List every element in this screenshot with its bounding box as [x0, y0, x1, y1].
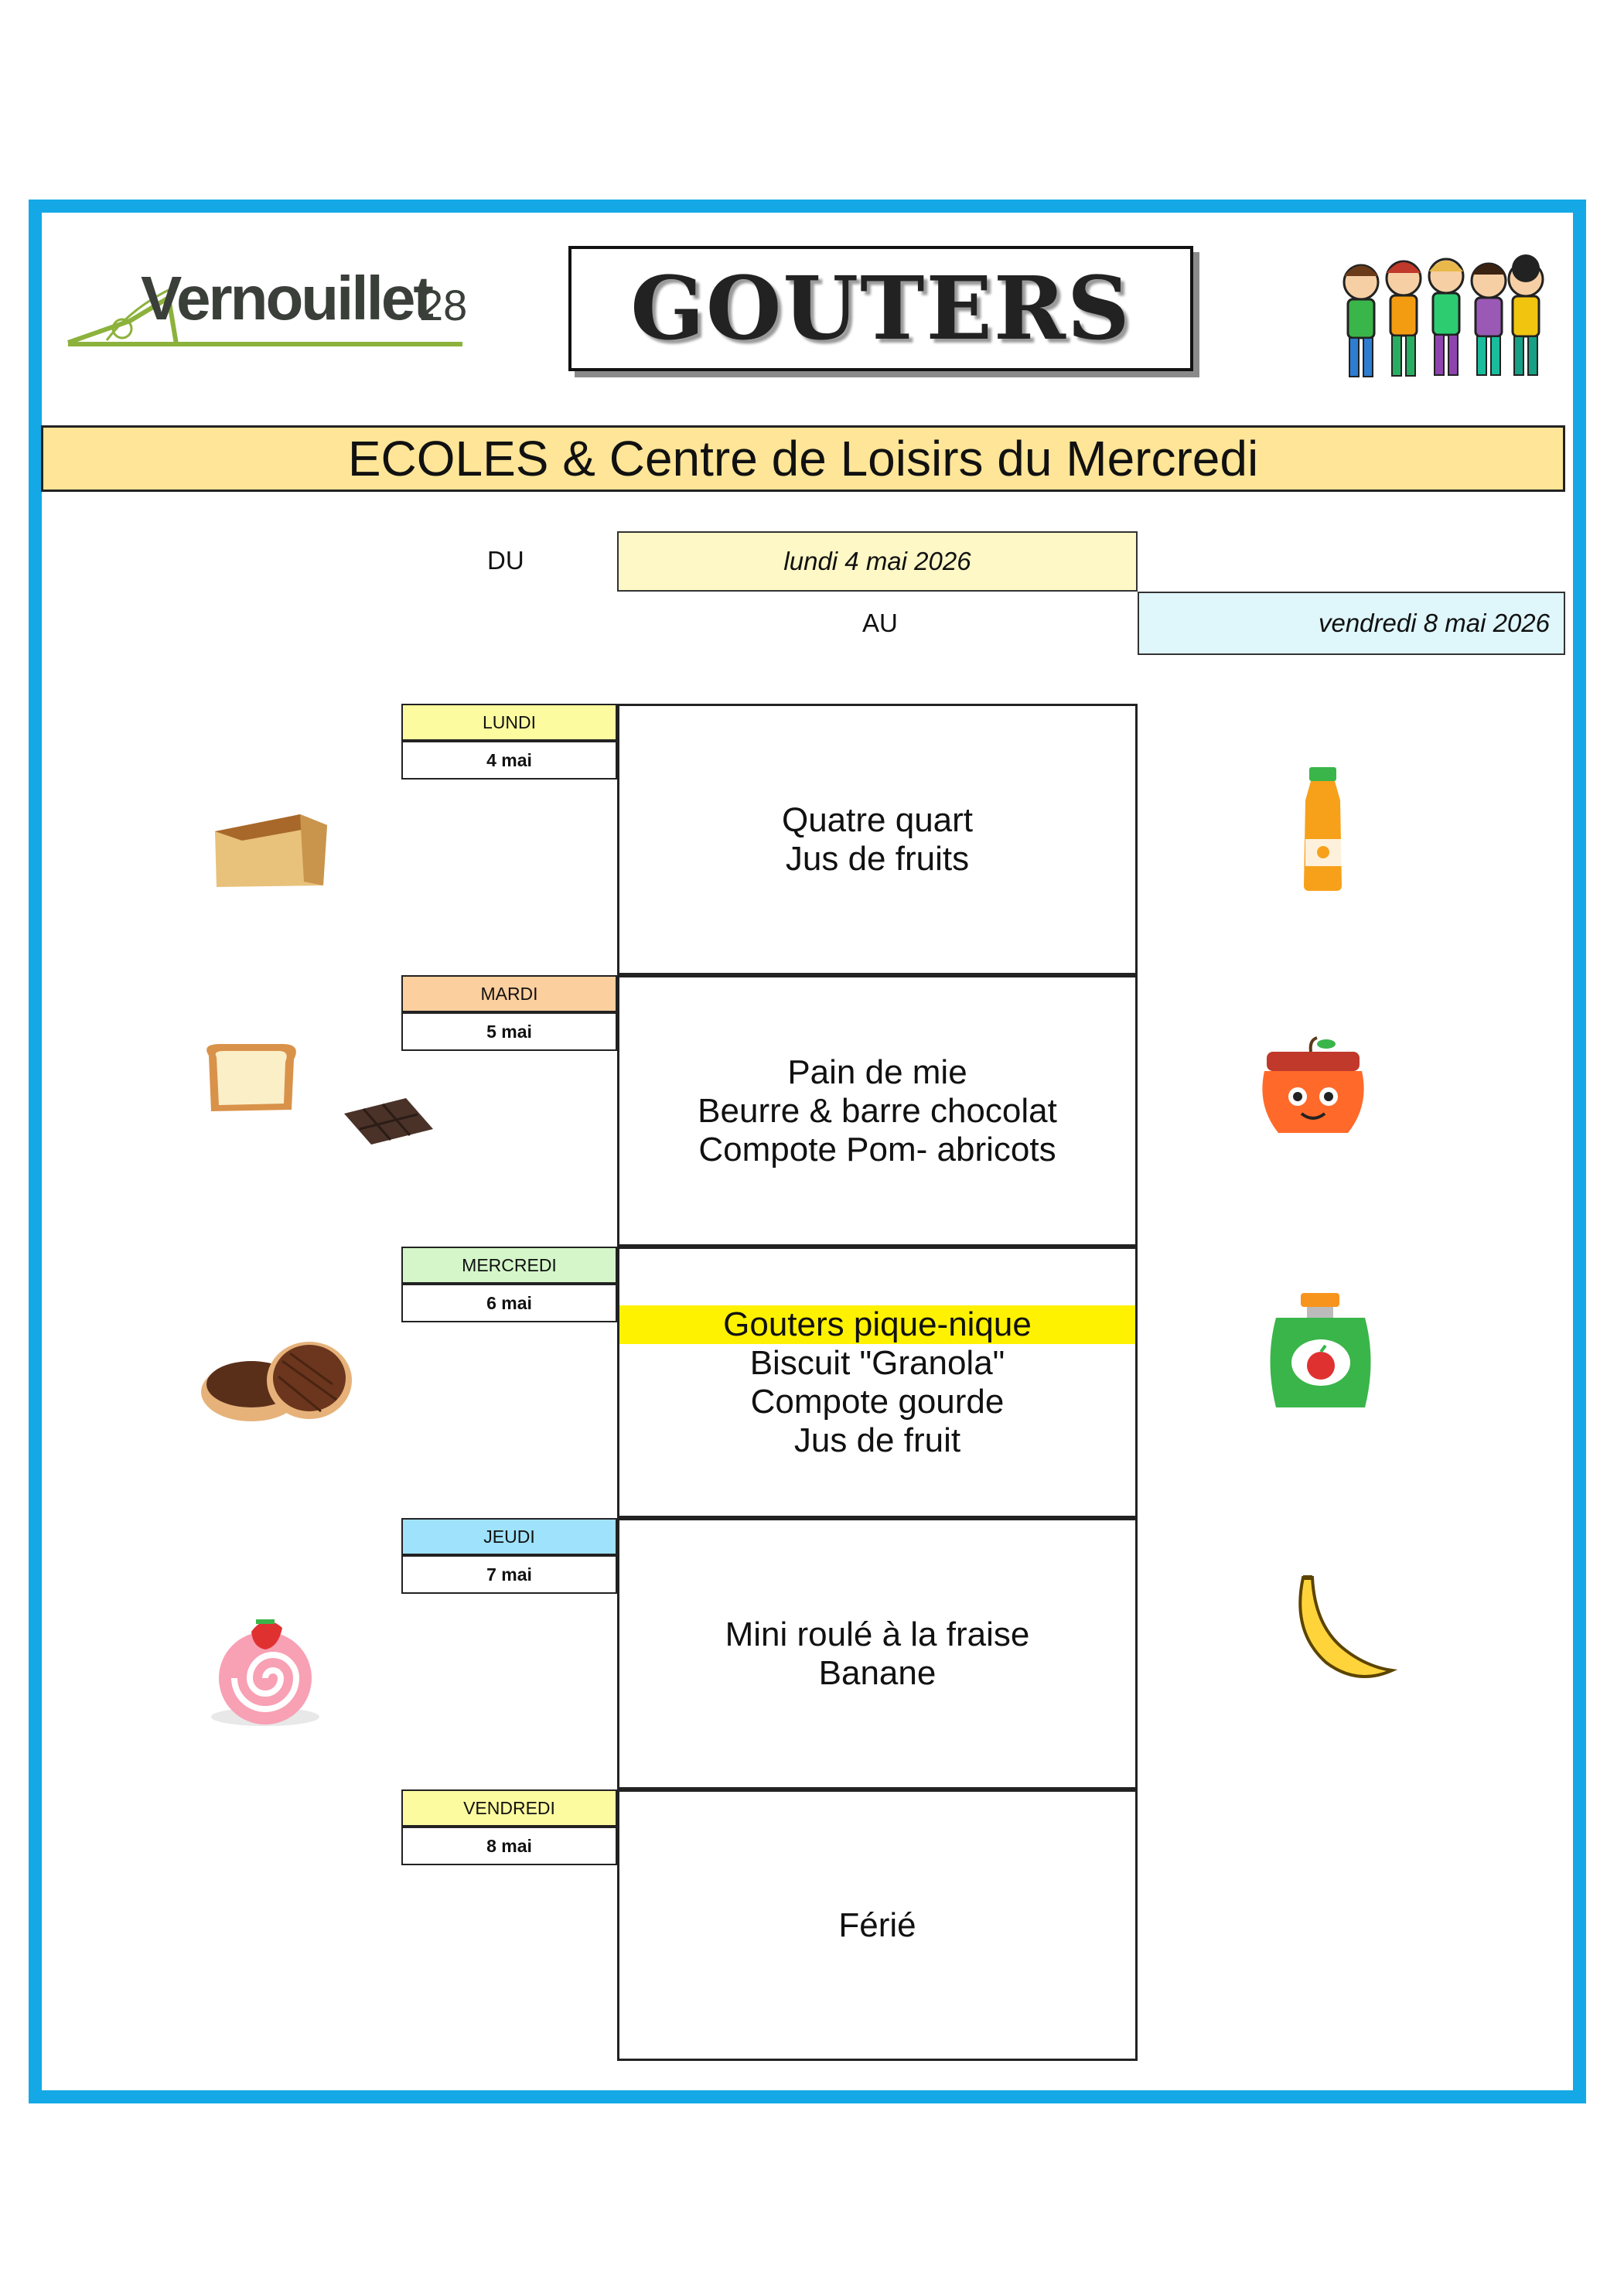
day-date-text: 7 mai [486, 1564, 532, 1585]
from-date: lundi 4 mai 2026 [617, 531, 1138, 592]
menu-item: Jus de fruits [785, 839, 970, 878]
orange-juice-bottle-icon [1294, 766, 1352, 893]
menu-item: Biscuit "Granola" [749, 1343, 1005, 1382]
day-date-jeudi [401, 1555, 617, 1594]
from-label: DU [487, 546, 524, 575]
logo-text: Vernouillet [141, 264, 432, 333]
menu-highlight: Gouters pique-nique [619, 1305, 1135, 1344]
menu-item: Compote gourde [750, 1382, 1005, 1421]
day-name-lundi [401, 704, 617, 741]
day-date-lundi [401, 741, 617, 780]
menu-item: Compote Pom- abricots [698, 1130, 1056, 1168]
title-box [568, 246, 1193, 371]
menu-box-mardi [617, 975, 1138, 1247]
to-label: AU [862, 609, 898, 637]
chocolate-bar-icon [340, 1094, 437, 1148]
day-date-mardi [401, 1012, 617, 1051]
day-name-text: MARDI [480, 983, 538, 1004]
day-name-jeudi [401, 1518, 617, 1555]
day-date-text: 4 mai [486, 749, 532, 770]
to-date: vendredi 8 mai 2026 [1138, 592, 1565, 655]
cake-slice-icon [207, 808, 335, 893]
menu-item: Férié [838, 1905, 916, 1944]
day-name-text: MERCREDI [462, 1254, 557, 1275]
day-name-mardi [401, 975, 617, 1012]
page-title: GOUTERS [630, 258, 1131, 360]
menu-box-vendredi [617, 1789, 1138, 2061]
menu-item: Pain de mie [787, 1052, 967, 1091]
day-name-text: JEUDI [483, 1526, 535, 1547]
children-group-icon [1326, 251, 1551, 391]
apple-jar-icon [1255, 1036, 1371, 1141]
menu-item: Beurre & barre chocolat [698, 1091, 1057, 1130]
day-date-vendredi [401, 1827, 617, 1865]
menu-box-lundi [617, 704, 1138, 975]
menu-item: Jus de fruit [793, 1421, 961, 1459]
day-date-text: 6 mai [486, 1292, 532, 1313]
menu-item: Quatre quart [781, 800, 974, 839]
menu-box-jeudi [617, 1518, 1138, 1789]
chocolate-biscuits-icon [197, 1338, 356, 1427]
day-name-mercredi [401, 1247, 617, 1284]
menu-item: Mini roulé à la fraise [725, 1615, 1030, 1653]
day-name-text: LUNDI [482, 711, 536, 732]
day-date-mercredi [401, 1284, 617, 1322]
menu-item: Banane [818, 1653, 937, 1692]
day-date-text: 5 mai [486, 1021, 532, 1042]
strawberry-roll-icon [205, 1612, 325, 1728]
menu-box-mercredi [617, 1247, 1138, 1518]
bread-slice-icon [197, 1040, 305, 1117]
banana-icon [1280, 1570, 1404, 1694]
logo-number: 28 [419, 281, 468, 329]
day-name-text: VENDREDI [463, 1797, 555, 1818]
day-name-vendredi [401, 1789, 617, 1827]
fruit-pouch-icon [1261, 1291, 1380, 1415]
schools-banner: ECOLES & Centre de Loisirs du Mercredi [41, 425, 1565, 492]
day-date-text: 8 mai [486, 1835, 532, 1856]
